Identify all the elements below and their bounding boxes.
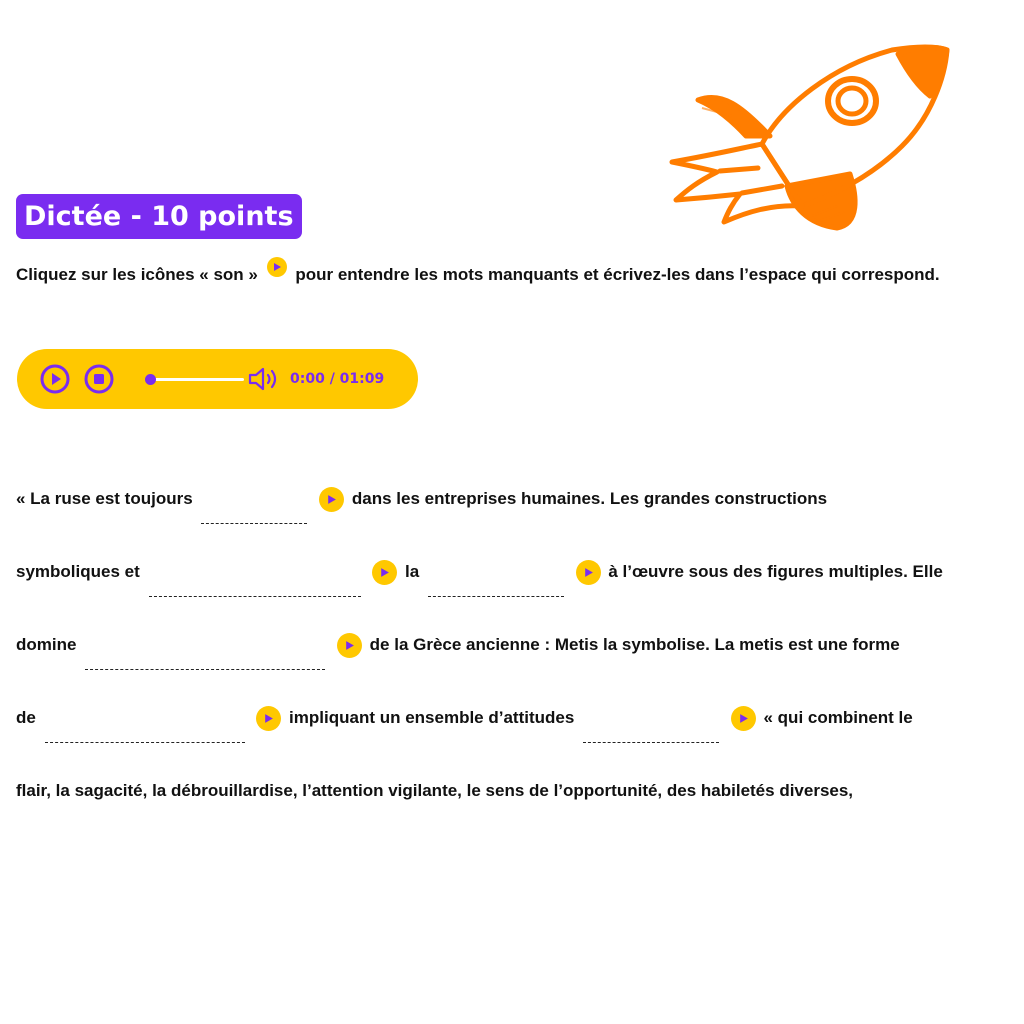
answer-blank-1[interactable] (201, 505, 307, 524)
answer-blank-6[interactable] (583, 724, 719, 743)
play-sound-icon[interactable] (372, 560, 397, 585)
time-display: 0:00 / 01:09 (290, 371, 385, 387)
stop-circle-icon[interactable] (84, 364, 114, 394)
play-sound-icon[interactable] (319, 487, 344, 512)
answer-blank-3[interactable] (428, 578, 564, 597)
passage-text: flair, la sagacité, la débrouillardise, l’attention vigilante, le sens de l’opportunité, des habiletés diverses, (16, 781, 854, 800)
passage-text: domine (16, 635, 77, 654)
instructions-text-end: pour entendre les mots manquants et écrivez-les dans l’espace qui correspond. (295, 265, 940, 284)
play-circle-icon[interactable] (40, 364, 70, 394)
play-sound-icon[interactable] (256, 706, 281, 731)
instructions-text-start: Cliquez sur les icônes « son » (16, 265, 258, 284)
sound-example-icon (267, 257, 287, 277)
passage-text: de (16, 708, 36, 727)
passage-line (16, 608, 1014, 681)
passage-text: la (404, 562, 420, 581)
play-sound-icon[interactable] (731, 706, 756, 731)
answer-blank-4[interactable] (85, 651, 325, 670)
passage-line (16, 535, 1014, 608)
passage-text: symboliques et (16, 562, 140, 581)
play-sound-icon[interactable] (576, 560, 601, 585)
passage-text: dans les entreprises humaines. Les grandes constructions (351, 489, 828, 508)
passage-text: impliquant un ensemble d’attitudes (289, 708, 575, 727)
progress-handle[interactable] (145, 374, 156, 385)
progress-track[interactable] (150, 378, 244, 381)
passage-line (16, 462, 1014, 535)
passage-text: « La ruse est toujours (16, 489, 193, 508)
exercise-title (16, 194, 302, 239)
rocket-illustration-icon (662, 36, 952, 236)
exercise-title-text: Dictée - 10 points (24, 201, 294, 232)
answer-blank-2[interactable] (149, 578, 361, 597)
play-sound-icon[interactable] (337, 633, 362, 658)
passage-text: de la Grèce ancienne : Metis la symbolise. La metis est une forme (369, 635, 900, 654)
passage-line (16, 681, 1014, 754)
volume-icon[interactable] (247, 366, 281, 392)
passage-line (16, 754, 1014, 827)
audio-player (17, 349, 418, 409)
passage-text: à l’œuvre sous des figures multiples. Elle (608, 562, 943, 581)
passage-text: « qui combinent le (763, 708, 913, 727)
instructions (16, 258, 1014, 292)
dictation-passage (16, 462, 1014, 827)
answer-blank-5[interactable] (45, 724, 245, 743)
